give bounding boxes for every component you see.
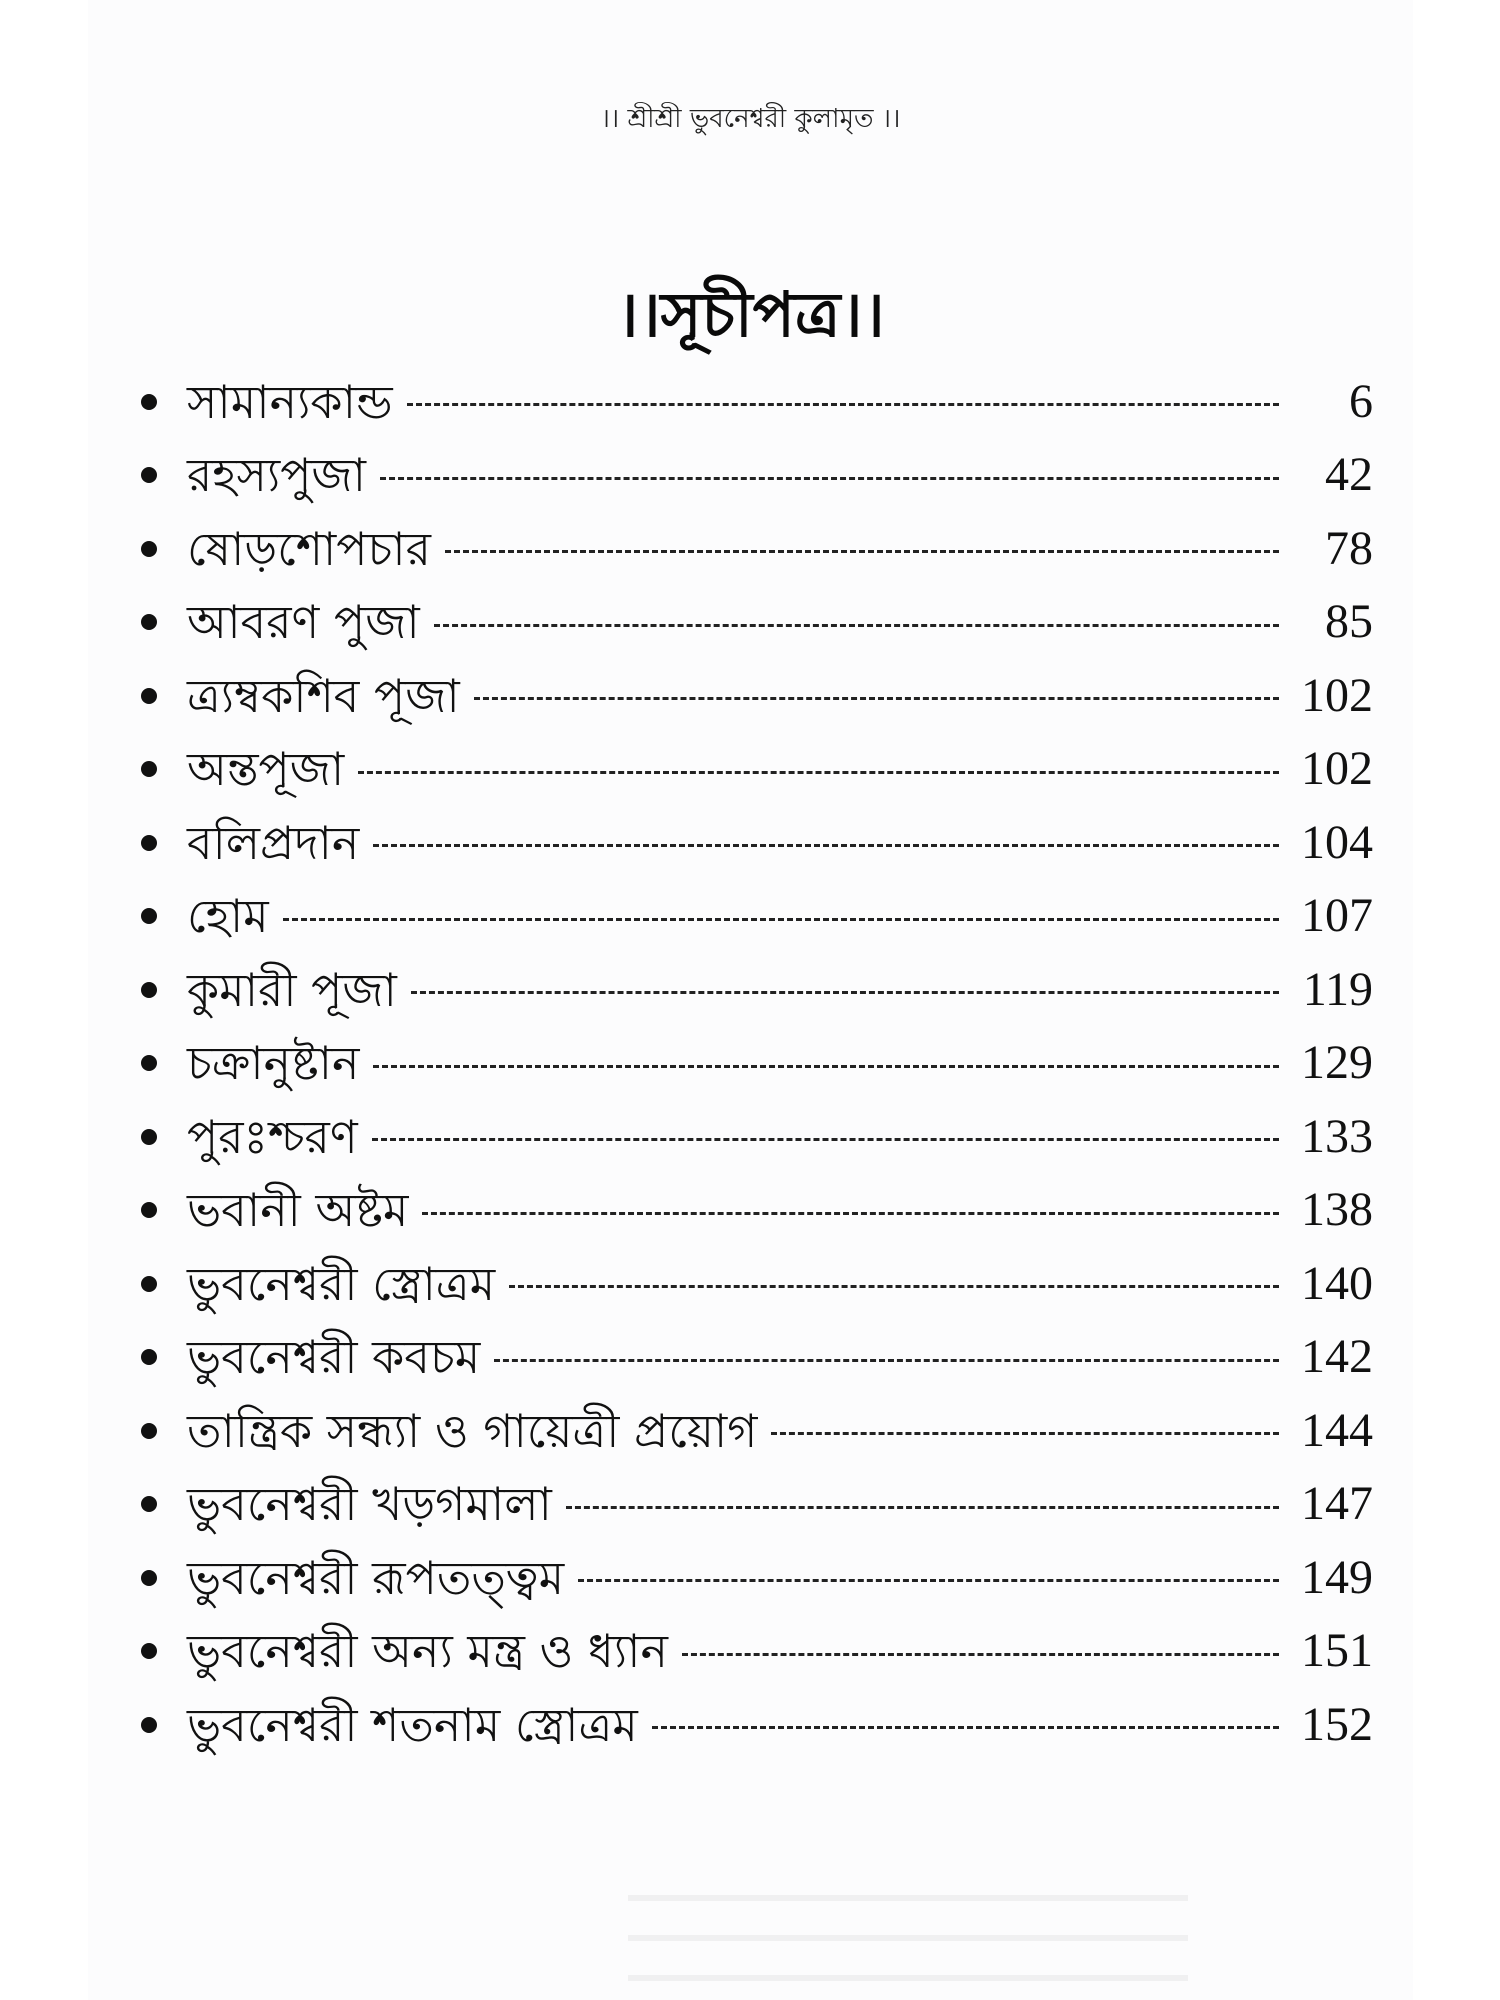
entry-page-number: 138	[1301, 1183, 1373, 1237]
entry-page-number: 6	[1349, 374, 1373, 428]
entry-title: পুরঃশ্চরণ	[187, 1109, 358, 1164]
entry-page-number: 102	[1301, 742, 1373, 796]
bullet-icon	[141, 982, 157, 998]
dot-leader	[373, 844, 1279, 847]
dot-leader	[407, 403, 1279, 406]
entry-title: আবরণ পুজা	[187, 595, 420, 650]
entry-page-number: 133	[1301, 1109, 1373, 1163]
entry-page-number: 129	[1301, 1036, 1373, 1090]
dot-leader	[434, 624, 1279, 627]
dot-leader	[373, 1065, 1279, 1068]
entry-title: বলিপ্রদান	[187, 815, 360, 870]
toc-entry	[133, 1541, 1373, 1615]
table-of-contents	[133, 365, 1373, 1762]
dot-leader	[474, 697, 1279, 700]
entry-title: রহস্যপুজা	[187, 448, 366, 503]
bullet-icon	[141, 1202, 157, 1218]
toc-entry	[133, 1468, 1373, 1542]
bullet-icon	[141, 1570, 157, 1586]
entry-page-number: 104	[1301, 815, 1373, 869]
dot-leader	[358, 771, 1279, 774]
toc-entry	[133, 1174, 1373, 1248]
entry-page-number: 78	[1325, 521, 1373, 575]
entry-page-number: 151	[1301, 1624, 1373, 1678]
entry-title: তান্ত্রিক সন্ধ্যা ও গায়েত্রী প্রয়োগ	[187, 1403, 758, 1458]
entry-title: হোম	[187, 889, 269, 944]
toc-entry	[133, 1321, 1373, 1395]
dot-leader	[422, 1212, 1279, 1215]
toc-entry	[133, 659, 1373, 733]
running-head: ।। শ্রীশ্রী ভুবনেশ্বরী কুলামৃত ।।	[600, 104, 901, 134]
toc-entry	[133, 806, 1373, 880]
toc-entry	[133, 1688, 1373, 1762]
dot-leader	[283, 918, 1279, 921]
dot-leader	[682, 1653, 1279, 1656]
bullet-icon	[141, 1055, 157, 1071]
dot-leader	[566, 1506, 1279, 1509]
bullet-icon	[141, 835, 157, 851]
bullet-icon	[141, 541, 157, 557]
bullet-icon	[141, 761, 157, 777]
dot-leader	[445, 550, 1279, 553]
dot-leader	[578, 1579, 1279, 1582]
entry-title: ভুবনেশ্বরী অন্য মন্ত্র ও ধ্যান	[187, 1624, 668, 1679]
toc-entry	[133, 1394, 1373, 1468]
toc-title: ।।সূচীপত্র।।	[616, 278, 885, 351]
entry-page-number: 107	[1301, 889, 1373, 943]
entry-title: ভুবনেশ্বরী খড়গমালা	[187, 1477, 552, 1532]
bullet-icon	[141, 1717, 157, 1733]
bullet-icon	[141, 614, 157, 630]
dot-leader	[494, 1359, 1279, 1362]
entry-title: ভবানী অষ্টম	[187, 1183, 409, 1238]
bleed-through-text	[628, 1895, 1188, 1995]
entry-title: ষোড়শোপচার	[187, 521, 431, 576]
bullet-icon	[141, 1129, 157, 1145]
entry-title: সামান্যকান্ড	[187, 374, 393, 429]
entry-page-number: 102	[1301, 668, 1373, 722]
entry-page-number: 152	[1301, 1697, 1373, 1751]
entry-title: চক্রানুষ্টান	[187, 1036, 360, 1091]
toc-entry	[133, 1615, 1373, 1689]
dot-leader	[509, 1285, 1279, 1288]
toc-entry	[133, 733, 1373, 807]
entry-page-number: 85	[1325, 595, 1373, 649]
entry-page-number: 119	[1302, 962, 1373, 1016]
entry-title: ত্র্যম্বকশিব পূজা	[187, 668, 460, 723]
dot-leader	[652, 1726, 1279, 1729]
toc-entry	[133, 953, 1373, 1027]
toc-entry	[133, 365, 1373, 439]
bullet-icon	[141, 1276, 157, 1292]
entry-title: কুমারী পূজা	[187, 962, 397, 1017]
dot-leader	[411, 991, 1279, 994]
entry-title: ভুবনেশ্বরী কবচম	[187, 1330, 481, 1385]
entry-page-number: 42	[1325, 448, 1373, 502]
bullet-icon	[141, 1349, 157, 1365]
bullet-icon	[141, 1496, 157, 1512]
entry-title: ভুবনেশ্বরী রূপতত্ত্বম	[187, 1550, 565, 1605]
entry-title: ভুবনেশ্বরী স্ত্রোত্রম	[187, 1256, 496, 1311]
toc-entry	[133, 586, 1373, 660]
bullet-icon	[141, 394, 157, 410]
entry-page-number: 147	[1301, 1477, 1373, 1531]
dot-leader	[771, 1432, 1279, 1435]
book-page	[88, 0, 1413, 2000]
dot-leader	[372, 1138, 1279, 1141]
entry-page-number: 142	[1301, 1330, 1373, 1384]
bullet-icon	[141, 1643, 157, 1659]
entry-page-number: 149	[1301, 1550, 1373, 1604]
toc-entry	[133, 880, 1373, 954]
toc-entry	[133, 1027, 1373, 1101]
bullet-icon	[141, 467, 157, 483]
bullet-icon	[141, 1423, 157, 1439]
dot-leader	[380, 477, 1279, 480]
bullet-icon	[141, 908, 157, 924]
toc-entry	[133, 1100, 1373, 1174]
entry-page-number: 144	[1301, 1403, 1373, 1457]
toc-entry	[133, 512, 1373, 586]
toc-entry	[133, 439, 1373, 513]
entry-title: অন্তপূজা	[187, 742, 345, 797]
toc-entry	[133, 1247, 1373, 1321]
entry-title: ভুবনেশ্বরী শতনাম স্ত্রোত্রম	[187, 1697, 638, 1752]
bullet-icon	[141, 688, 157, 704]
entry-page-number: 140	[1301, 1256, 1373, 1310]
